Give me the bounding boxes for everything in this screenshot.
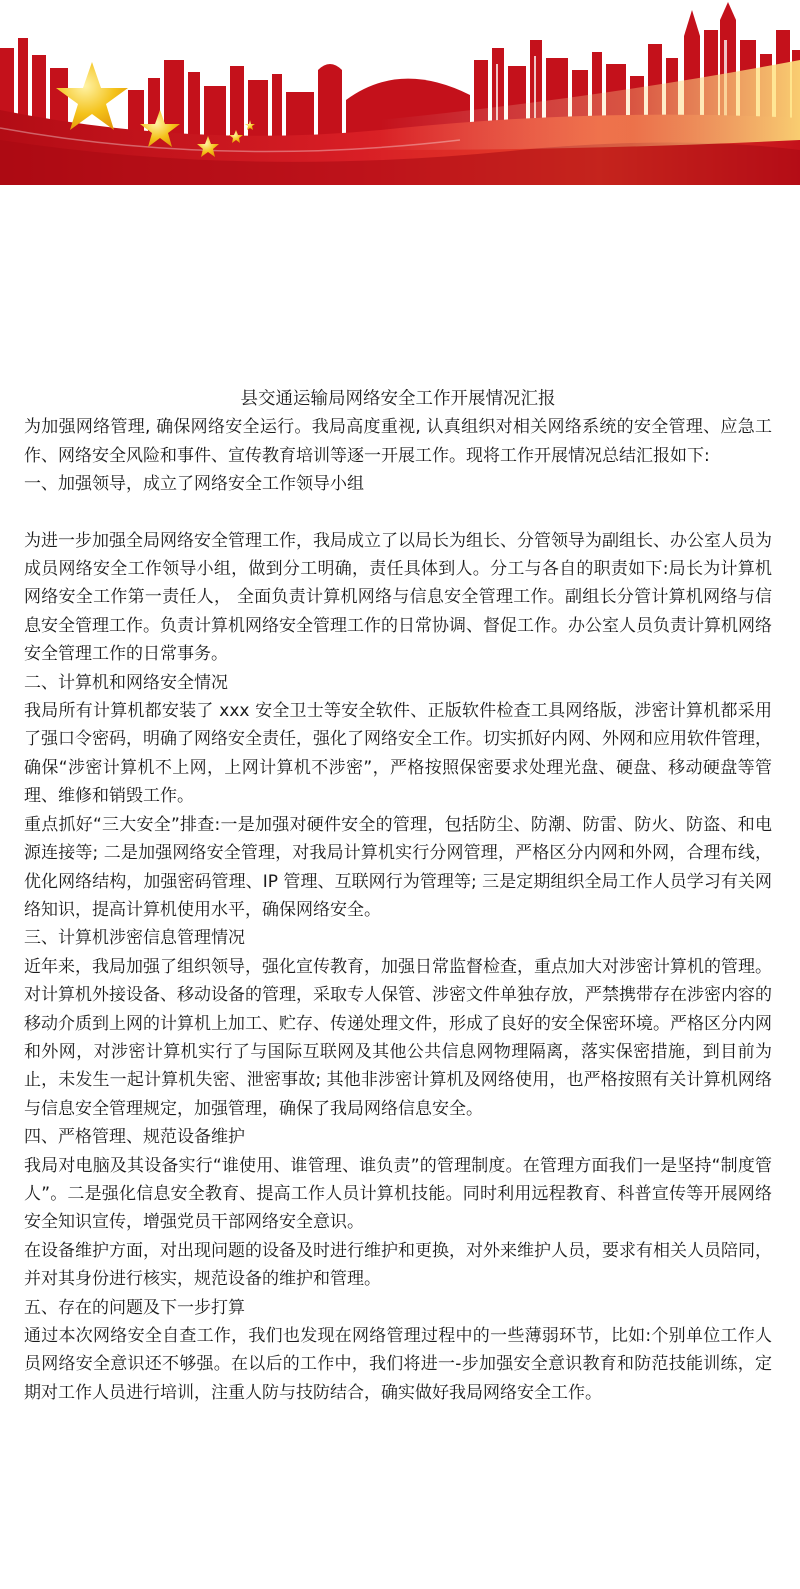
section-4-paragraph-1: 我局对电脑及其设备实行“谁使用、谁管理、谁负责”的管理制度。在管理方面我们一是坚持“制度管人”。二是强化信息安全教育、提高工作人员计算机技能。同时利用远程教育、科普宣传等开展网络安全知识宣传，增强党员干部网络安全意识。 [24, 1155, 772, 1233]
header-banner [0, 0, 800, 185]
section-3-paragraph: 近年来，我局加强了组织领导，强化宣传教育，加强日常监督检查，重点加大对涉密计算机的管理。对计算机外接设备、移动设备的管理，采取专人保管、涉密文件单独存放，严禁携带存在涉密内容的移动介质到上网的计算机上加工、贮存、传递处理文件，形成了良好的安全保密环境。严格区分内网和外网，对涉密计算机实行了与国际互联网及其他公共信息网物理隔离，落实保密措施，到目前为止，未发生一起计算机失密、泄密事故; 其他非涉密计算机及网络使用，也严格按照有关计算机网络与信息安全管理规定，加强管理，确保了我局网络信息安全。 [24, 956, 772, 1119]
section-3-heading: 三、计算机涉密信息管理情况 [24, 928, 245, 949]
section-1-paragraph: 为进一步加强全局网络安全管理工作，我局成立了以局长为组长、分管领导为副组长、办公室人员为成员网络安全工作领导小组，做到分工明确，责任具体到人。分工与各自的职责如下:局长为计算机网络安全工作第一责任人， 全面负责计算机网络与信息安全管理工作。副组长分管计算机网络与信息安全管理工作。负责计算机网络安全管理工作的日常协调、督促工作。办公室人员负责计算机网络安全管理工作的日常事务。 [24, 530, 772, 665]
section-2-paragraph-1: 我局所有计算机都安装了 xxx 安全卫士等安全软件、正版软件检查工具网络版，涉密计算机都采用了强口令密码，明确了网络安全责任，强化了网络安全工作。切实抓好内网、外网和应用软件管理，确保“涉密计算机不上网，上网计算机不涉密”，严格按照保密要求处理光盘、硬盘、移动硬盘等管理、维修和销毁工作。 [24, 701, 772, 807]
section-5-heading: 五、存在的问题及下一步打算 [24, 1297, 245, 1318]
section-5-paragraph: 通过本次网络安全自查工作，我们也发现在网络管理过程中的一些薄弱环节，比如:个别单位工作人员网络安全意识还不够强。在以后的工作中，我们将进一-步加强安全意识教育和防范技能训练，定期对工作人员进行培训，注重人防与技防结合，确实做好我局网络安全工作。 [24, 1326, 772, 1403]
section-2-paragraph-2: 重点抓好“三大安全”排查:一是加强对硬件安全的管理，包括防尘、防潮、防雷、防火、防盗、和电源连接等; 二是加强网络安全管理，对我局计算机实行分网管理，严格区分内网和外网，合理布线，优化网络结构，加强密码管理、IP 管理、互联网行为管理等; 三是定期组织全局工作人员学习有关网络知识，提高计算机使用水平，确保网络安全。 [24, 814, 772, 920]
section-4-paragraph-2: 在设备维护方面，对出现问题的设备及时进行维护和更换，对外来维护人员，要求有相关人员陪同，并对其身份进行核实，规范设备的维护和管理。 [24, 1240, 772, 1290]
section-1-heading: 一、加强领导，成立了网络安全工作领导小组 [24, 474, 364, 495]
blank-line [24, 499, 772, 527]
section-2-heading: 二、计算机和网络安全情况 [24, 672, 228, 693]
skyline-flag-graphic [0, 0, 800, 185]
section-4-heading: 四、严格管理、规范设备维护 [24, 1127, 245, 1148]
report-document [24, 385, 772, 1407]
document-title: 县交通运输局网络安全工作开展情况汇报 [240, 389, 556, 409]
intro-paragraph: 为加强网络管理, 确保网络安全运行。我局高度重视, 认真组织对相关网络系统的安全管理、应急工作、网络安全风险和事件、宣传教育培训等逐一开展工作。现将工作开展情况总结汇报如下: [24, 417, 772, 466]
